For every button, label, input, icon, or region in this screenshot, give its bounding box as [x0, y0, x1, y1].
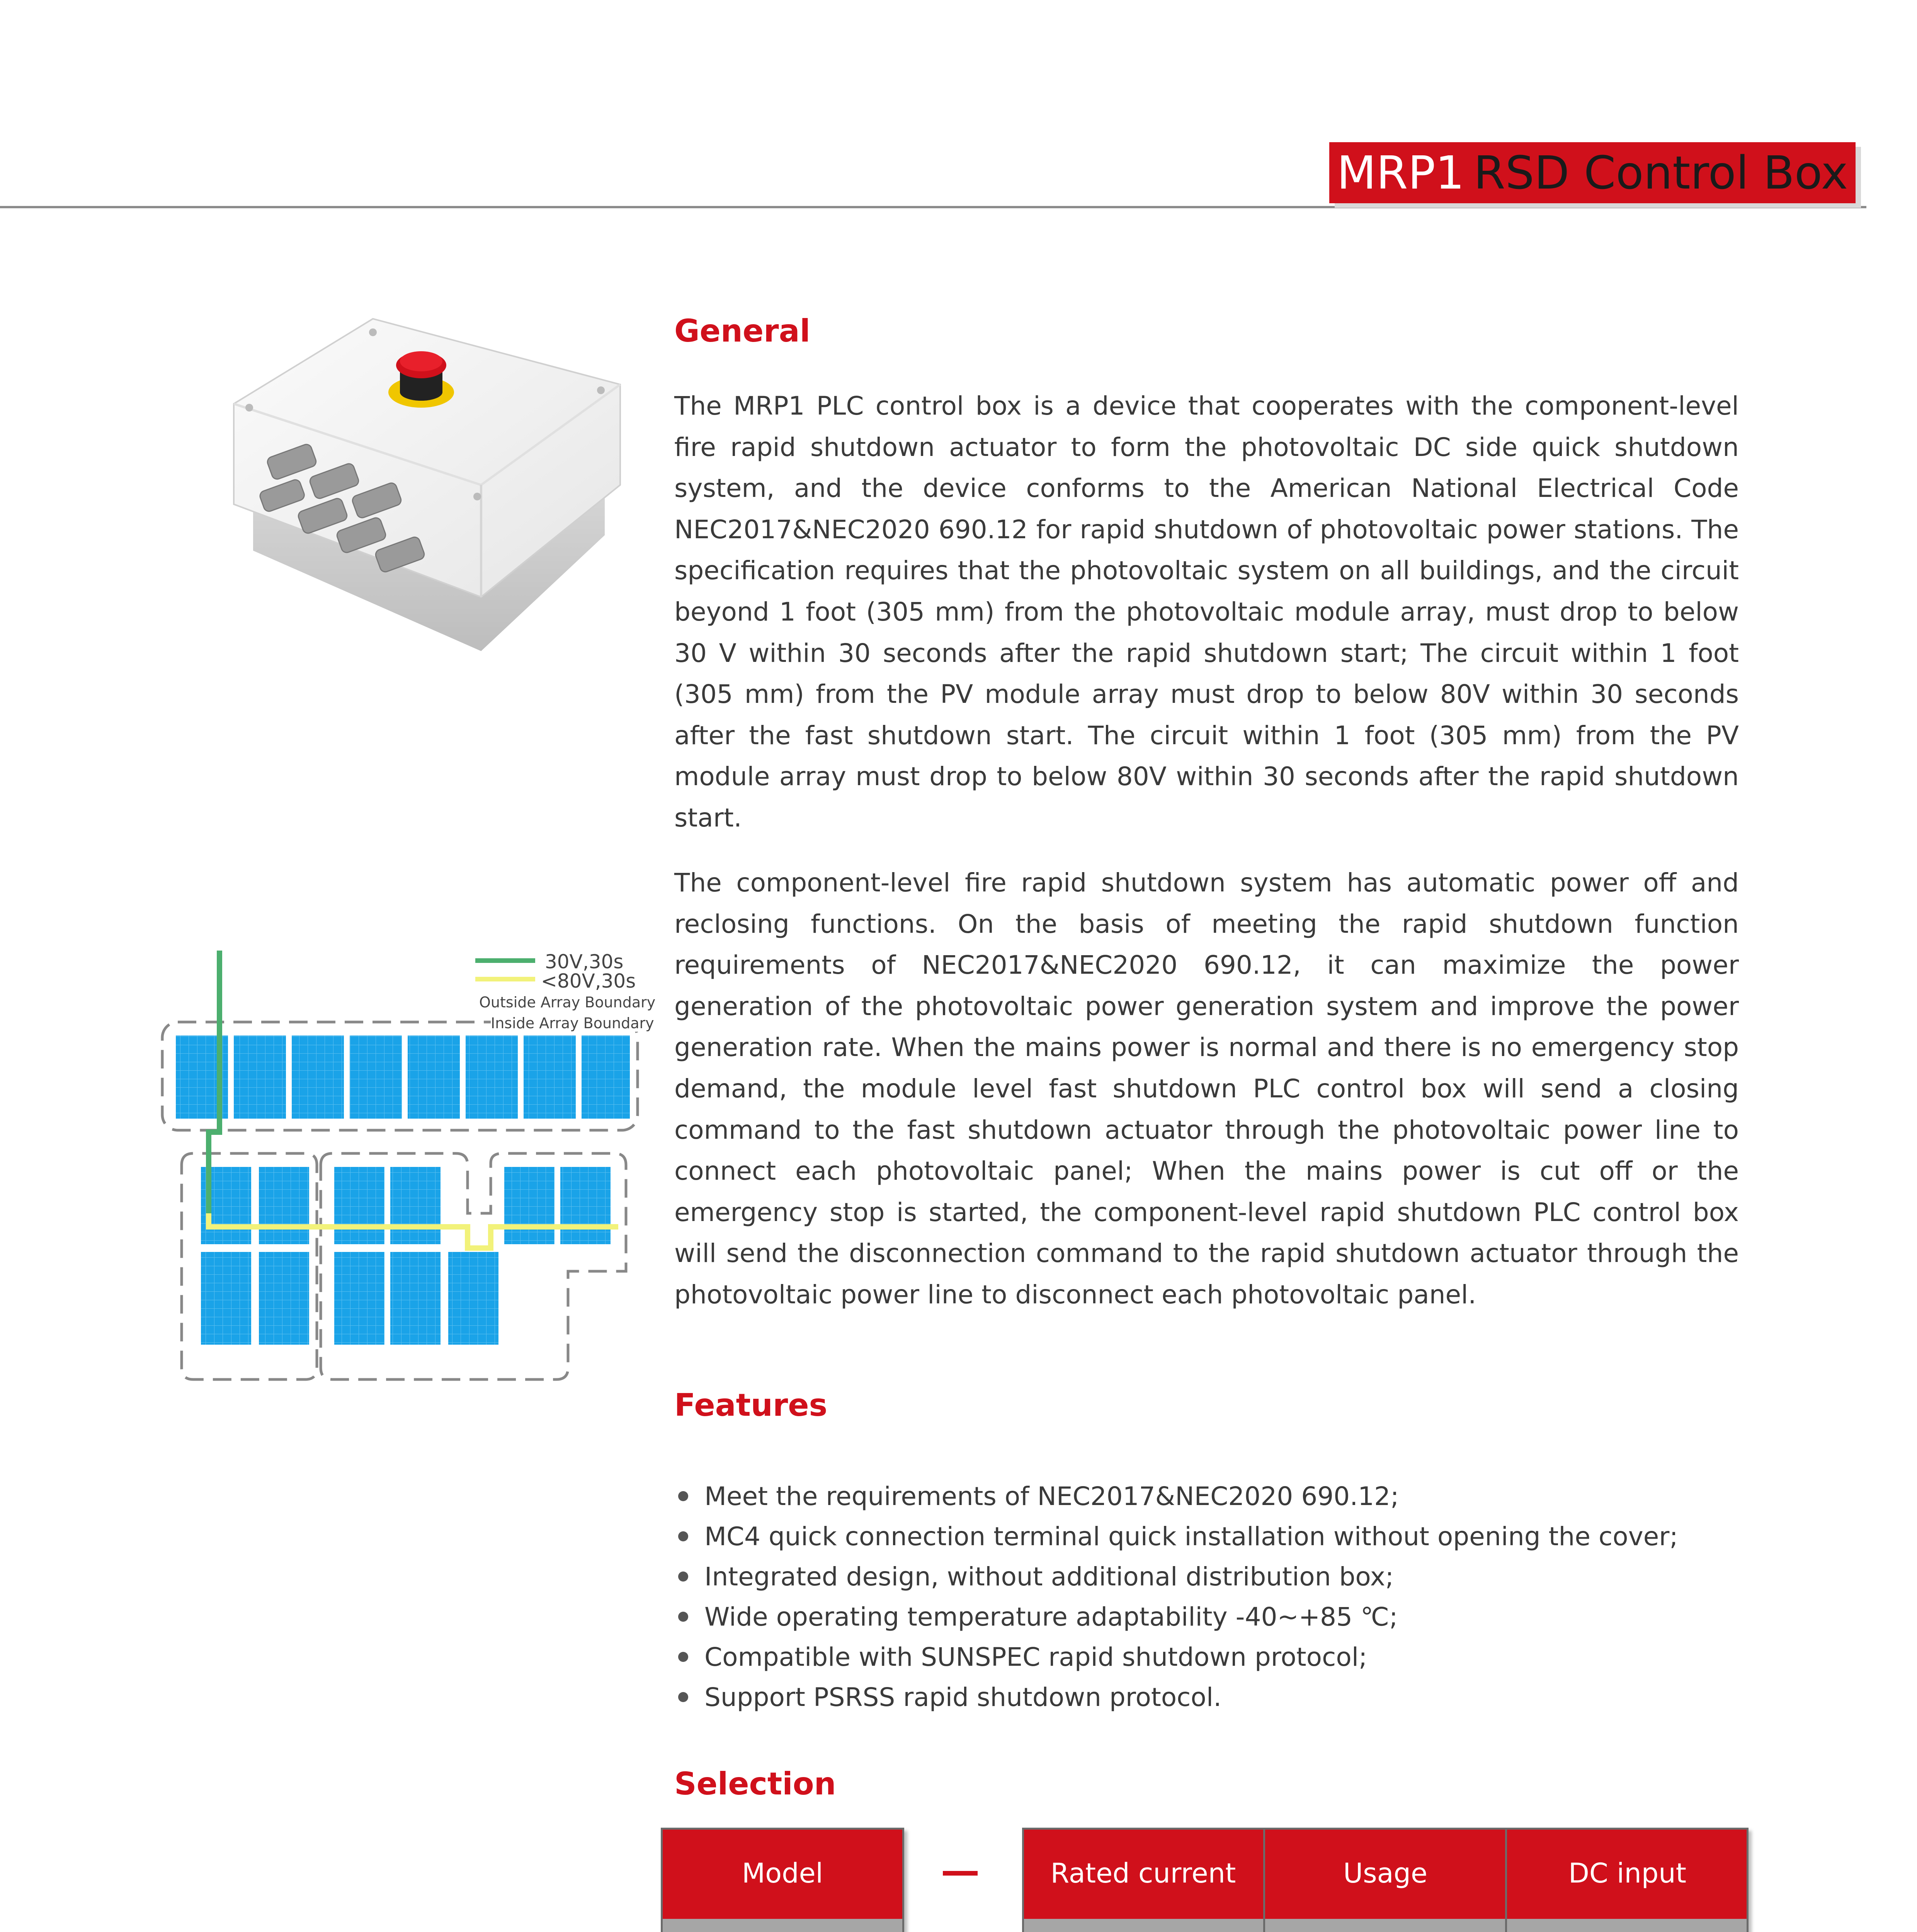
options-table-border [1022, 1828, 1749, 1932]
array-boundary-diagram [155, 943, 656, 1399]
general-paragraph-2: The component-level fire rapid shutdown system has automatic power off and reclosing functions. On the basis of meeting the rapid shutdown function requirements of NEC2017&NEC2020 690.12, it can maximize the power generation of the photovoltaic power generation system and improve the power generation rate. When the mains power is normal and there is no emergency stop demand, the module level fast shutdown PLC control box will send a closing command to the fast shutdown actuator through the photovoltaic power line to connect each photovoltaic panel; When the mains power is cut off or the emergency stop is started, the component-level rapid shutdown PLC control box will send the disconnection command to the rapid shutdown actuator through the photovoltaic power line to disconnect each photovoltaic panel. [674, 868, 1739, 1310]
feature-item [678, 1476, 1799, 1516]
features-heading: Features [674, 1387, 828, 1423]
usage-header: Usage [1264, 1828, 1506, 1919]
feature-item [678, 1637, 1799, 1677]
rated-current-header: Rated current [1022, 1828, 1264, 1919]
bullet-icon [678, 1531, 688, 1541]
selection-dash [943, 1871, 978, 1876]
legend-green-label: 30V,30s [545, 951, 624, 973]
legend-yellow-label: <80V,30s [541, 970, 636, 992]
bullet-icon [678, 1652, 688, 1662]
feature-text: Integrated design, without additional distribution box; [704, 1561, 1394, 1592]
page-title-model: MRP1 [1337, 146, 1465, 199]
feature-text: Support PSRSS rapid shutdown protocol. [704, 1682, 1222, 1712]
page-title [1329, 142, 1856, 203]
feature-text: Wide operating temperature adaptability -40~+85 ℃; [704, 1602, 1398, 1632]
feature-item [678, 1516, 1799, 1556]
feature-item [678, 1597, 1799, 1637]
general-heading: General [674, 313, 810, 349]
general-paragraph-1: The MRP1 PLC control box is a device that cooperates with the component-level fire rapid shutdown actuator to form the photovoltaic DC side quick shutdown system, and the device conforms to the American National Electrical Code NEC2017&NEC2020 690.12 for rapid shutdown of photovoltaic power stations. The specification requires that the photovoltaic system on all buildings, and the circuit beyond 1 foot (305 mm) from the photovoltaic module array, must drop to below 30 V within 30 seconds after the rapid shutdown start; The circuit within 1 foot (305 mm) from the PV module array must drop to below 80V within 30 seconds after the fast shutdown start. The circuit within 1 foot (305 mm) from the PV module array must drop to below 80V within 30 seconds after the rapid shutdown start. [674, 391, 1739, 833]
features-list [678, 1476, 1799, 1717]
bullet-icon [678, 1571, 688, 1582]
feature-text: Compatible with SUNSPEC rapid shutdown protocol; [704, 1642, 1368, 1672]
bullet-icon [678, 1692, 688, 1702]
model-header: Model [661, 1828, 904, 1919]
bullet-icon [678, 1491, 688, 1501]
inside-boundary-label: Inside Array Boundary [491, 1015, 654, 1032]
column-divider [1505, 1828, 1507, 1932]
feature-item [678, 1677, 1799, 1717]
outside-boundary-label: Outside Array Boundary [479, 994, 656, 1011]
feature-text: Meet the requirements of NEC2017&NEC2020 690.12; [704, 1481, 1399, 1511]
options-table [1022, 1828, 1749, 1932]
selection-heading: Selection [674, 1766, 836, 1802]
control-box-photo [211, 303, 636, 659]
page-title-product: RSD Control Box [1473, 146, 1848, 199]
column-divider [1263, 1828, 1265, 1932]
dc-input-header: DC input [1506, 1828, 1749, 1919]
array-boundary-svg [155, 943, 649, 1399]
model-table [661, 1828, 904, 1932]
feature-item [678, 1556, 1799, 1597]
bullet-icon [678, 1612, 688, 1622]
feature-text: MC4 quick connection terminal quick installation without opening the cover; [704, 1521, 1678, 1551]
model-table-border [661, 1828, 904, 1932]
header-rule [0, 206, 1866, 208]
